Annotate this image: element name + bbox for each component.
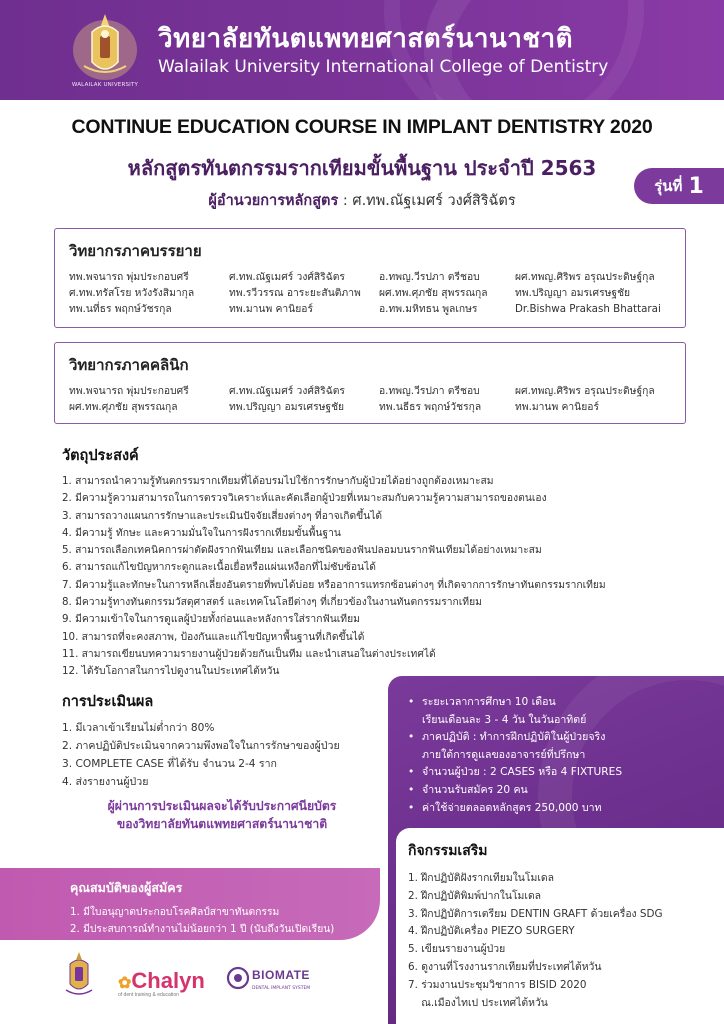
bullet-icon: •	[408, 801, 415, 814]
speaker-name: อ.ทพญ.วีรปภา ตรีชอบ	[379, 271, 480, 283]
objective-item: 10. สามารถที่จะคงสภาพ, ป้องกันและแก้ไขปัญหาพื้นฐานที่เกิดขึ้นได้	[62, 630, 365, 643]
course-info-item	[408, 782, 718, 800]
bullet-icon: •	[408, 696, 415, 708]
course-info-line: ภาคปฏิบัติ : ทำการฝึกปฏิบัติในผู้ป่วยจริง	[422, 731, 606, 744]
objective-item: 6. สามารถแก้ไขปัญหากระดูกและเนื้อเยื่อหรือแผ่นเหงือกที่ไม่ซับซ้อนได้	[62, 561, 376, 574]
course-info-item	[408, 764, 718, 782]
course-info-line: ระยะเวลาการศึกษา 10 เดือน	[422, 696, 556, 708]
speaker-name: ทพ.ปริญญา อมรเศรษฐชัย	[515, 287, 631, 299]
bullet-icon: •	[408, 766, 415, 779]
director-label: ผู้อำนวยการหลักสูตร	[208, 193, 339, 209]
qualifications-title: คุณสมบัติของผู้สมัคร	[70, 880, 183, 895]
certificate-note-line: ของวิทยาลัยทันตแพทยศาสตร์นานาชาติ	[116, 817, 328, 831]
speaker-name: ผศ.ทพ.ศุภชัย สุพรรณกุล	[379, 287, 488, 299]
activity-item: ณ.เมืองไทเป ประเทศไต้หวัน	[408, 996, 548, 1009]
chalyn-logo	[118, 968, 205, 998]
chalyn-tagline: of dent training & education	[118, 992, 179, 998]
certificate-note-line: ผู้ผ่านการประเมินผลจะได้รับประกาศนียบัตร	[107, 799, 337, 813]
course-subtitle-thai: หลักสูตรทันตกรรมรากเทียมขั้นพื้นฐาน ประจำปี 2563	[127, 156, 597, 180]
bullet-icon: •	[408, 731, 415, 744]
clinic-speakers-box	[54, 342, 686, 424]
activity-item: 2. ฝึกปฏิบัติพิมพ์ปากในโมเดล	[408, 889, 542, 902]
speaker-name: ทพ.ปริญญา อมรเศรษฐชัย	[229, 401, 345, 413]
course-director	[0, 189, 724, 212]
speaker-name: ศ.ทพ.ทรัสโรย หวังรังสิมากุล	[69, 287, 195, 299]
activities-list	[408, 870, 724, 1012]
course-title: CONTINUE EDUCATION COURSE IN IMPLANT DENTISTRY 2020	[71, 116, 653, 138]
objective-item: 12. ได้รับโอกาสในการไปดูงานในประเทศไต้หวัน	[62, 665, 280, 678]
course-info-item	[408, 694, 718, 729]
course-info-line: ค่าใช้จ่ายตลอดหลักสูตร 250,000 บาท	[422, 801, 602, 814]
objective-item: 9. มีความเข้าใจในการดูแลผู้ป่วยทั้งก่อนและหลังการใส่รากฟันเทียม	[62, 613, 360, 626]
speaker-name: ทพ.พจนารถ พุ่มประกอบศรี	[69, 271, 189, 283]
speaker-name: ศ.ทพ.ณัฐเมศร์ วงศ์สิริฉัตร	[229, 271, 345, 283]
clinic-speakers-grid	[55, 383, 685, 415]
qualifications-band	[0, 868, 380, 940]
chalyn-wordmark: Chalyn	[131, 968, 205, 993]
university-name-thai: วิทยาลัยทันตแพทยศาสตร์นานาชาติ	[158, 24, 574, 54]
qualifications-list	[70, 904, 380, 938]
speaker-name: ผศ.ทพ.ศุภชัย สุพรรณกุล	[69, 401, 178, 413]
course-info-line: เรียนเดือนละ 3 - 4 วัน ในวันอาทิตย์	[422, 713, 587, 726]
lecture-speakers-title: วิทยากรภาคบรรยาย	[69, 242, 202, 260]
course-info-panel	[388, 676, 724, 1024]
objectives-section	[62, 444, 682, 681]
biomate-circle-icon	[226, 966, 250, 990]
university-logo	[62, 6, 148, 94]
objective-item: 2. มีความรู้ความสามารถในการตรวจวิเคราะห์และคัดเลือกผู้ป่วยที่เหมาะสมกับความรู้ความสามารถของตนเอง	[62, 492, 547, 505]
activity-item: 4. ฝึกปฏิบัติเครื่อง PIEZO SURGERY	[408, 925, 575, 938]
university-crest-icon	[62, 6, 148, 82]
objective-item: 3. สามารถวางแผนการรักษาและประเมินปัจจัยเสี่ยงต่างๆ ที่อาจเกิดขึ้นได้	[62, 509, 383, 522]
evaluation-item: 2. ภาคปฏิบัติประเมินจากความพึงพอใจในการรักษาของผู้ป่วย	[62, 740, 340, 752]
objective-item: 8. มีความรู้ทางทันตกรรมวัสดุศาสตร์ และเทคโนโลยีต่างๆ ที่เกี่ยวข้องในงานทันตกรรมรากเทียม	[62, 596, 482, 609]
biomate-wordmark: BIOMATE	[252, 968, 310, 982]
speaker-name: ผศ.ทพญ.ศิริพร อรุณประดิษฐ์กุล	[515, 385, 655, 397]
logo-caption: WALAILAK UNIVERSITY	[71, 82, 139, 88]
course-info-item	[408, 800, 718, 818]
batch-number: 1	[688, 173, 704, 199]
evaluation-item: 4. ส่งรายงานผู้ป่วย	[62, 776, 149, 788]
activity-item: 1. ฝึกปฏิบัติฝังรากเทียมในโมเดล	[408, 872, 554, 884]
course-info-line: จำนวนผู้ป่วย : 2 CASES หรือ 4 FIXTURES	[422, 766, 623, 779]
objective-item: 5. สามารถเลือกเทคนิคการผ่าตัดฝังรากฟันเทียม และเลือกชนิดของฟันปลอมบนรากฟันเทียมได้อย่างเหมาะสม	[62, 544, 542, 557]
speaker-name: ศ.ทพ.ณัฐเมศร์ วงศ์สิริฉัตร	[229, 385, 345, 397]
university-name-english: Walailak University International College of Dentistry	[158, 57, 609, 77]
evaluation-item: 3. COMPLETE CASE ที่ได้รับ จำนวน 2-4 ราก	[62, 758, 277, 770]
speaker-name: อ.ทพญ.วีรปภา ตรีชอบ	[379, 385, 480, 397]
speaker-name: ทพ.มานพ คานิยอร์	[515, 401, 599, 413]
activity-item: 6. ดูงานที่โรงงานรากเทียมที่ประเทศไต้หวัน	[408, 960, 602, 973]
speaker-name: อ.ทพ.มหิทธน พูลเกษร	[379, 303, 478, 315]
speaker-name: ผศ.ทพญ.ศิริพร อรุณประดิษฐ์กุล	[515, 271, 655, 283]
batch-label: รุ่นที่	[654, 177, 683, 195]
objectives-list	[62, 473, 682, 681]
director-name: : ศ.ทพ.ณัฐเมศร์ วงศ์สิริฉัตร	[342, 193, 516, 209]
course-info-list	[408, 694, 718, 817]
speaker-name: Dr.Bishwa Prakash Bhattarai	[515, 303, 661, 315]
batch-badge	[634, 168, 724, 204]
activity-item: 7. ร่วมงานประชุมวิชาการ BISID 2020	[408, 978, 587, 991]
evaluation-title: การประเมินผล	[62, 694, 154, 710]
evaluation-list	[62, 719, 382, 791]
speaker-name: ทพ.นที่ธร พฤกษ์วัชรกุล	[69, 303, 172, 315]
objectives-title: วัตถุประสงค์	[62, 448, 139, 464]
bullet-icon: •	[408, 783, 415, 796]
certificate-note	[62, 797, 382, 833]
objective-item: 1. สามารถนำความรู้ทันตกรรมรากเทียมที่ได้อบรมไปใช้การรักษากับผู้ป่วยได้อย่างถูกต้องเหมาะสม	[62, 475, 494, 487]
activity-item: 3. ฝึกปฏิบัติการเตรียม DENTIN GRAFT ด้วยเครื่อง SDG	[408, 907, 663, 920]
biomate-subtitle: DENTAL IMPLANT SYSTEM	[252, 986, 311, 991]
speaker-name: ทพ.พจนารถ พุ่มประกอบศรี	[69, 385, 189, 397]
speaker-name: ทพ.มานพ คานิยอร์	[229, 303, 313, 315]
objective-item: 11. สามารถเขียนบทความรายงานผู้ป่วยด้วยกันเป็นทีม และนำเสนอในต่างประเทศได้	[62, 647, 436, 660]
clinic-speakers-title: วิทยากรภาคคลินิก	[69, 356, 189, 374]
course-info-line: จำนวนรับสมัคร 20 คน	[422, 783, 528, 796]
speaker-name: ทพ.รวีวรรณ อาระยะสันติภาพ	[229, 287, 361, 299]
objective-item: 7. มีความรู้และทักษะในการหลีกเลี่ยงอันตรายที่พบได้บ่อย หรืออาการแทรกซ้อนต่างๆ ที่เกิดจากการรักษาทันตกรรมรากเทียม	[62, 578, 606, 591]
university-crest-icon	[62, 950, 96, 1000]
header-band	[0, 0, 724, 100]
tooth-icon: ✿	[118, 975, 132, 992]
evaluation-section	[62, 690, 382, 791]
evaluation-item: 1. มีเวลาเข้าเรียนไม่ต่ำกว่า 80%	[62, 722, 215, 734]
objective-item: 4. มีความรู้ ทักษะ และความมั่นใจในการฝังรากเทียมขั้นพื้นฐาน	[62, 526, 341, 539]
lecture-speakers-box	[54, 228, 686, 328]
course-info-item	[408, 729, 718, 764]
qualification-item: 1. มีใบอนุญาตประกอบโรคศิลป์สาขาทันตกรรม	[70, 906, 280, 918]
speaker-name: ทพ.นธีธร พฤกษ์วัชรกุล	[379, 401, 482, 413]
activities-section	[396, 828, 724, 1024]
activity-item: 5. เขียนรายงานผู้ป่วย	[408, 943, 506, 956]
qualification-item: 2. มีประสบการณ์ทำงานไม่น้อยกว่า 1 ปี (นับถึงวันเปิดเรียน)	[70, 923, 335, 935]
activities-title: กิจกรรมเสริม	[408, 843, 488, 859]
sponsor-logos	[56, 946, 386, 1016]
course-info-line: ภายใต้การดูแลของอาจารย์ที่ปรึกษา	[422, 748, 586, 761]
university-footer-logo	[62, 950, 96, 1004]
lecture-speakers-grid	[55, 269, 685, 317]
